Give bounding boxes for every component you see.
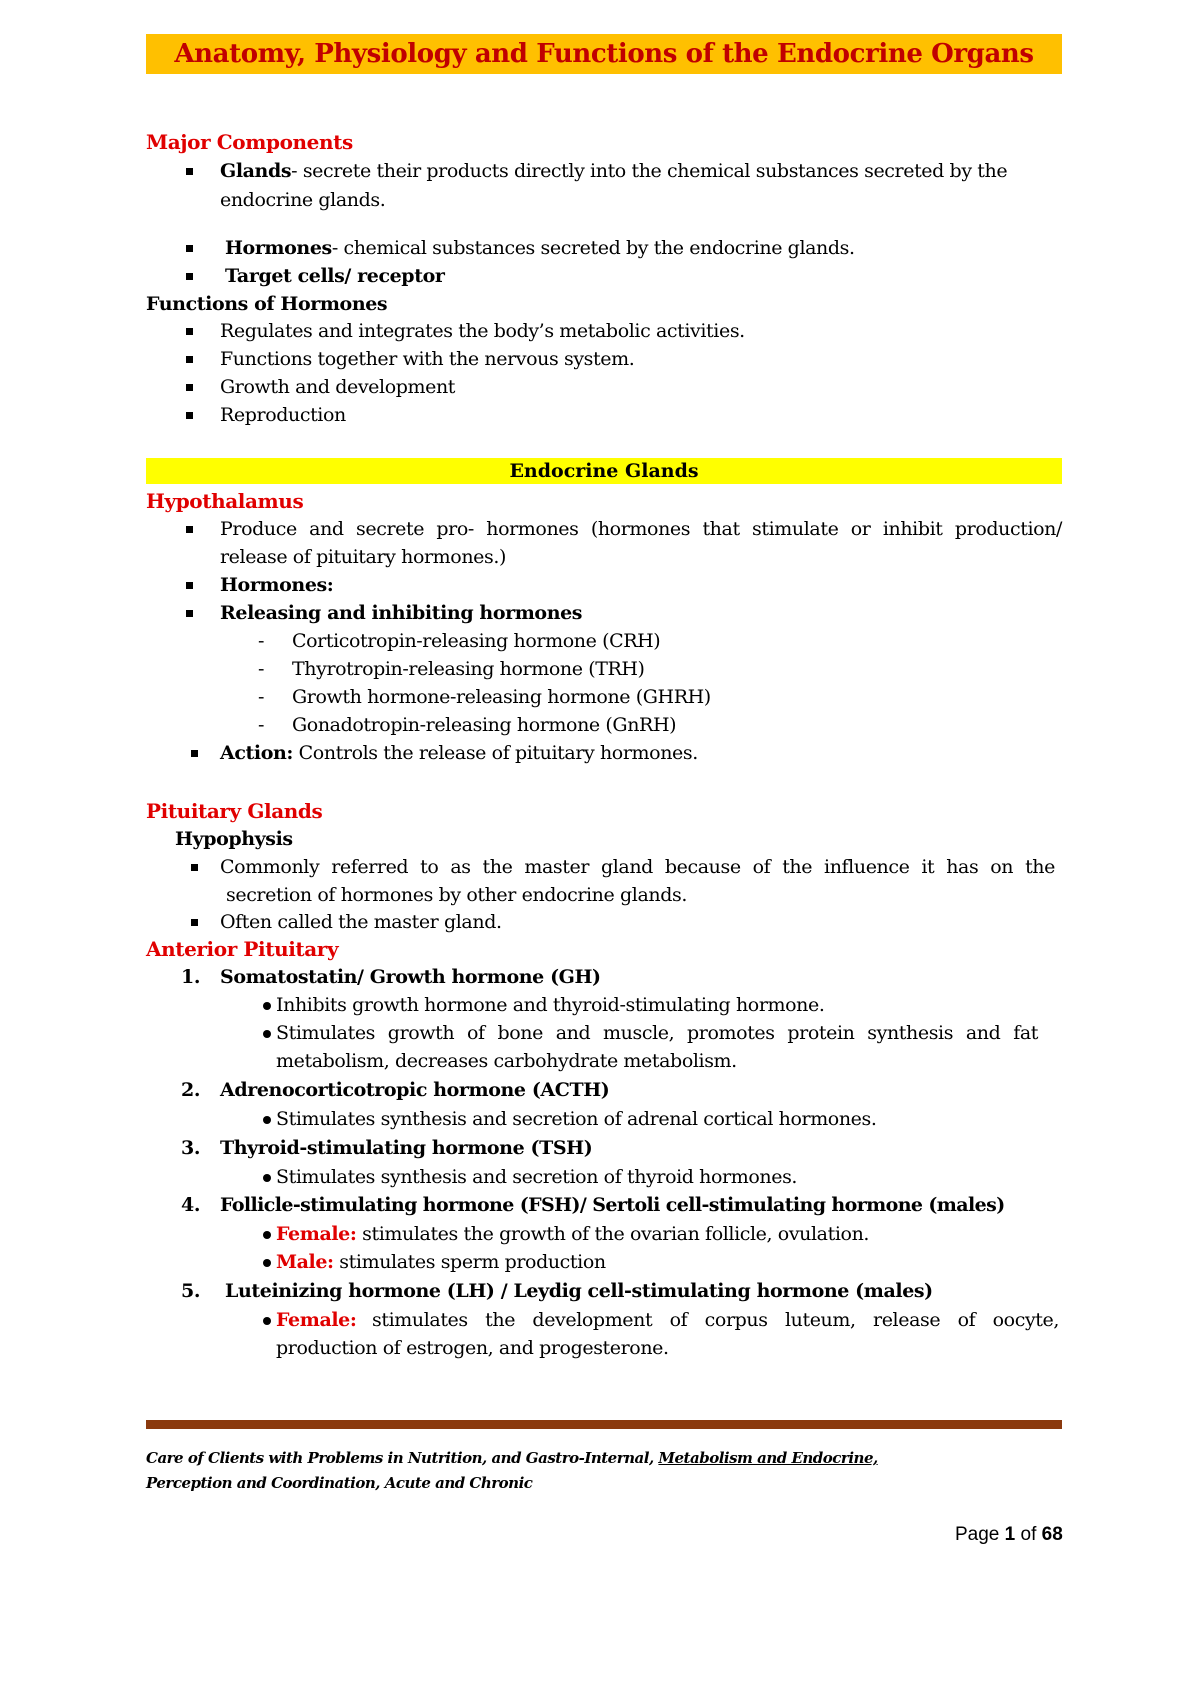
- hormone-heading-fsh: Follicle-stimulating hormone (FSH)/ Sertoli cell-stimulating hormone (males): [220, 1194, 1005, 1216]
- anterior-pituitary-heading: Anterior Pituitary: [146, 937, 339, 961]
- glands-text: - secrete their products directly into the chemical substances secreted by the: [291, 160, 1008, 182]
- page-current: 1: [1004, 1524, 1016, 1545]
- bullet-square-icon: [186, 526, 193, 533]
- hormones-item: [225, 236, 855, 260]
- functions-item-3: Growth and development: [220, 376, 456, 398]
- bullet-square-icon: [186, 412, 193, 419]
- page-title: Anatomy, Physiology and Functions of the Endocrine Organs: [146, 34, 1062, 74]
- hypothalamus-produce-cont: release of pituitary hormones.): [220, 546, 507, 568]
- fsh-male-text: stimulates sperm production: [333, 1251, 606, 1273]
- bullet-dot-icon: [263, 1116, 271, 1124]
- bullet-dot-icon: [263, 1002, 271, 1010]
- glands-term: Glands: [220, 160, 292, 182]
- fsh-female-text: stimulates the growth of the ovarian follicle, ovulation.: [356, 1223, 870, 1245]
- hormone-list-item-crh: Corticotropin-releasing hormone (CRH): [292, 630, 661, 652]
- page-of: of: [1015, 1524, 1042, 1545]
- major-components-heading: Major Components: [146, 130, 353, 154]
- fsh-male: [276, 1250, 606, 1274]
- page-number: [955, 1524, 1063, 1546]
- gh-bullet-1: Inhibits growth hormone and thyroid-stimulating hormone.: [276, 994, 825, 1016]
- hormones-term: Hormones: [225, 237, 332, 259]
- bullet-square-icon: [186, 610, 193, 617]
- dash-marker: -: [258, 658, 265, 680]
- bullet-square-icon: [186, 328, 193, 335]
- list-number: 1.: [181, 966, 201, 988]
- hypothalamus-hormones-label: Hormones:: [220, 574, 334, 596]
- male-label: Male:: [276, 1251, 334, 1273]
- dash-marker: -: [258, 630, 265, 652]
- bullet-dot-icon: [263, 1317, 271, 1325]
- hormone-list-item-trh: Thyrotropin-releasing hormone (TRH): [292, 658, 645, 680]
- functions-heading: Functions of Hormones: [146, 293, 388, 315]
- bullet-dot-icon: [263, 1259, 271, 1267]
- bullet-square-icon: [186, 582, 193, 589]
- female-label: Female:: [276, 1309, 357, 1331]
- lh-female-text-cont: production of estrogen, and progesterone.: [276, 1337, 669, 1359]
- pituitary-desc: Commonly referred to as the master gland because of the influence it has on the: [220, 856, 1055, 878]
- tsh-bullet-1: Stimulates synthesis and secretion of thyroid hormones.: [276, 1166, 798, 1188]
- bullet-square-icon: [186, 245, 193, 252]
- fsh-female: [276, 1222, 869, 1246]
- hormone-heading-lh: Luteinizing hormone (LH) / Leydig cell-stimulating hormone (males): [225, 1280, 933, 1302]
- gh-bullet-2: Stimulates growth of bone and muscle, promotes protein synthesis and fat: [276, 1022, 1038, 1044]
- lh-female-text: stimulates the development of corpus luteum, release of oocyte,: [372, 1309, 1059, 1331]
- pituitary-heading: Pituitary Glands: [146, 799, 323, 823]
- gh-bullet-2-cont: metabolism, decreases carbohydrate metabolism.: [276, 1050, 737, 1072]
- bullet-square-icon: [191, 750, 198, 757]
- list-number: 3.: [181, 1137, 201, 1159]
- footer-rule: [146, 1420, 1062, 1429]
- pituitary-desc-cont: secretion of hormones by other endocrine glands.: [226, 884, 687, 906]
- hormones-text: - chemical substances secreted by the endocrine glands.: [331, 237, 855, 259]
- glands-text-cont: endocrine glands.: [220, 189, 386, 211]
- endocrine-glands-bar: Endocrine Glands: [146, 458, 1062, 484]
- functions-item-1: Regulates and integrates the body’s metabolic activities.: [220, 320, 745, 342]
- functions-item-2: Functions together with the nervous system.: [220, 348, 635, 370]
- acth-bullet-1: Stimulates synthesis and secretion of adrenal cortical hormones.: [276, 1108, 877, 1130]
- footer-course-line-2: Perception and Coordination, Acute and Chronic: [146, 1474, 533, 1492]
- hormone-heading-acth: Adrenocorticotropic hormone (ACTH): [220, 1079, 610, 1101]
- page-label: Page: [955, 1524, 1005, 1545]
- bullet-dot-icon: [263, 1231, 271, 1239]
- action-text: Controls the release of pituitary hormones.: [293, 742, 698, 764]
- female-label: Female:: [276, 1223, 357, 1245]
- footer-course-part: Care of Clients with Problems in Nutrition, and Gastro-Internal,: [146, 1449, 659, 1467]
- footer-course-underlined: Metabolism and Endocrine,: [658, 1449, 878, 1467]
- hypophysis-subheading: Hypophysis: [175, 828, 293, 850]
- hormone-list-item-gnrh: Gonadotropin-releasing hormone (GnRH): [292, 714, 677, 736]
- functions-item-4: Reproduction: [220, 404, 346, 426]
- bullet-square-icon: [191, 864, 198, 871]
- releasing-inhibiting-label: Releasing and inhibiting hormones: [220, 602, 583, 624]
- bullet-square-icon: [186, 356, 193, 363]
- list-number: 4.: [181, 1194, 201, 1216]
- target-cells-item: Target cells/ receptor: [225, 265, 445, 287]
- list-number: 2.: [181, 1079, 201, 1101]
- bullet-dot-icon: [263, 1174, 271, 1182]
- action-label: Action:: [220, 742, 294, 764]
- hypothalamus-heading: Hypothalamus: [146, 489, 304, 513]
- bullet-square-icon: [186, 273, 193, 280]
- footer-course-line-1: [146, 1449, 878, 1467]
- hormone-heading-gh: Somatostatin/ Growth hormone (GH): [220, 966, 601, 988]
- hypothalamus-action: [220, 741, 698, 765]
- hormone-heading-tsh: Thyroid-stimulating hormone (TSH): [220, 1137, 593, 1159]
- hormone-list-item-ghrh: Growth hormone-releasing hormone (GHRH): [292, 686, 711, 708]
- bullet-dot-icon: [263, 1030, 271, 1038]
- dash-marker: -: [258, 686, 265, 708]
- pituitary-master-gland: Often called the master gland.: [220, 911, 502, 933]
- dash-marker: -: [258, 714, 265, 736]
- bullet-square-icon: [191, 919, 198, 926]
- bullet-square-icon: [186, 384, 193, 391]
- page-total: 68: [1041, 1524, 1063, 1545]
- glands-item: [220, 159, 1007, 183]
- bullet-square-icon: [186, 168, 193, 175]
- list-number: 5.: [181, 1280, 201, 1302]
- hypothalamus-produce: Produce and secrete pro- hormones (hormones that stimulate or inhibit production/: [220, 518, 1062, 540]
